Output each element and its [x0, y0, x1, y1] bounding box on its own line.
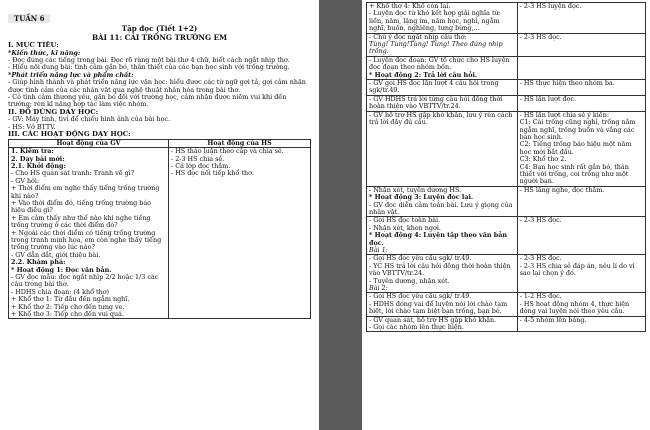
- cell-line: - 2-3 HS đọc.: [519, 254, 562, 263]
- student-cell: [517, 95, 645, 111]
- cell-line: C2: Tiếng trống báo hiệu một năm học mới bắt đầu.: [519, 140, 632, 156]
- teacher-cell: [367, 56, 518, 79]
- table-row: [367, 255, 646, 293]
- cell-line: 2. Dạy bài mới:: [11, 154, 65, 163]
- cell-line: - GV đọc mẫu: đọc ngắt nhịp 2/2 hoặc 1/3 các câu trong bài thơ.: [11, 273, 159, 289]
- student-cell: [517, 80, 645, 96]
- cell-line: + Vào thời điểm đó, tiếng trống trường báo hiệu điều gì?: [11, 198, 151, 215]
- ability-item: - Giúp hình thành và phát triển năng lực văn học: hiểu được các từ ngữ gợi tả, gợi cảm nhận được tình cảm của các nhân vật qua nghệ thuật nhân hóa trong bài thơ.: [8, 78, 306, 94]
- cell-line: - 2-3 HS đọc.: [519, 32, 562, 41]
- ability-item: - Có tình cảm thương yêu, gắn bó đối với trường học, cảm nhận được niềm vui khi đến trường; rèn kĩ năng hợp tác làm việc nhóm.: [8, 93, 287, 109]
- cell-line: - HDHS chia đoạn: (4 khổ thơ): [11, 287, 110, 296]
- activity-table-left: [8, 139, 311, 320]
- student-cell: [517, 111, 645, 186]
- cell-line: C1: Cái trống cũng nghỉ, trống nằm ngẫm nghĩ, trống buồn và vắng các bạn học sinh.: [519, 118, 636, 141]
- table-row: [367, 80, 646, 96]
- student-activities: [169, 148, 311, 319]
- cell-line: - GV hỏi:: [11, 176, 40, 185]
- left-page: [0, 0, 319, 430]
- cell-line: Bài 1:: [369, 246, 388, 254]
- student-cell: [517, 56, 645, 79]
- cell-line: - HS lần lượt đọc.: [519, 94, 577, 103]
- cell-line: - HS thảo luận theo cặp và chia sẻ.: [171, 147, 284, 156]
- cell-line: C4: Bạn học sinh rất gắn bó, thân thiết với trống, coi trống như một người bạn.: [519, 162, 629, 186]
- cell-line: * Hoạt động 1: Đọc văn bản.: [11, 265, 112, 274]
- activity-table-right: [366, 2, 646, 332]
- cell-line: - GV dẫn dắt, giới thiệu bài.: [11, 250, 101, 259]
- cell-line: C3: Khổ thơ 2.: [519, 155, 567, 164]
- cell-line: + Em cảm thấy như thế nào khi nghe tiếng trống trường ở các thời điểm đó?: [11, 213, 151, 230]
- cell-line: - Luyện đọc đoạn: GV tổ chức cho HS luyện đọc đoạn theo nhóm bốn.: [369, 55, 510, 72]
- teacher-cell: [367, 316, 518, 332]
- teacher-cell: [367, 217, 518, 255]
- student-cell: [517, 217, 645, 255]
- week-label: TUẦN 6: [8, 14, 50, 23]
- table-row: [367, 3, 646, 34]
- cell-line: - Gọi HS đọc yêu cầu sgk/ tr.49.: [369, 254, 472, 263]
- cell-line: - 2-3 HS chia sẻ.: [171, 154, 225, 163]
- cell-line: * Hoạt động 3: Luyện đọc lại.: [369, 193, 474, 202]
- table-row: [367, 33, 646, 56]
- cell-line: + Khổ thơ 4: Khổ còn lại.: [369, 2, 451, 10]
- cell-line: - HS lắng nghe, đọc thầm.: [519, 185, 605, 194]
- cell-line: 1. Kiểm tra:: [11, 147, 54, 156]
- cell-line: - GV quan sát, hỗ trợ HS gặp khó khăn.: [369, 315, 497, 324]
- table-row: [367, 186, 646, 217]
- material-item: - HS: Vở BTTV.: [8, 122, 56, 131]
- cell-line: + Khổ thơ 1: Từ đầu đến ngẫm nghĩ.: [11, 295, 130, 304]
- teacher-cell: [367, 80, 518, 96]
- teacher-activities: [9, 148, 169, 319]
- teacher-cell: [367, 293, 518, 316]
- cell-line: - 2-3 HS luyện đọc.: [519, 2, 582, 10]
- cell-line: * Hoạt động 2: Trả lời câu hỏi.: [369, 70, 478, 79]
- cell-line: - GV HDHS trả lời từng câu hỏi đồng thời hoàn thiện vào VBTTV/tr.24.: [369, 94, 503, 111]
- cell-line: Bài 2:: [369, 284, 388, 293]
- cell-line: - Nhận xét, tuyên dương HS.: [369, 185, 462, 194]
- column-header-student: Hoạt động của HS: [169, 139, 311, 147]
- student-cell: [517, 33, 645, 56]
- lesson-title: BÀI 11: CÁI TRỐNG TRƯỜNG EM: [91, 32, 228, 42]
- cell-line: - 2-3 HS đọc.: [519, 216, 562, 225]
- cell-line: - HDHS đóng vai để luyện nói lời chào tạm biệt, lời chào tạm biệt bạn trống, bạn bè.: [369, 299, 508, 316]
- right-page: [362, 0, 650, 430]
- student-cell: [517, 186, 645, 217]
- column-header-teacher: Hoạt động của GV: [9, 139, 169, 147]
- knowledge-item: - Hiểu nội dung bài: tình cảm gắn bó, thân thiết của các bạn học sinh với trống trường.: [8, 63, 290, 72]
- table-row: [367, 316, 646, 332]
- table-row: [367, 293, 646, 316]
- section-materials: II. ĐỒ DÙNG DẠY HỌC:: [8, 107, 99, 116]
- cell-line: Tùng! Tùng!Tùng! Tùng! Theo đúng nhịp trống.: [369, 40, 503, 56]
- lesson-subject: Tập đọc (Tiết 1+2): [121, 24, 198, 33]
- cell-line: 2.2. Khám phá:: [11, 258, 66, 267]
- table-row: [367, 56, 646, 79]
- cell-line: - Gọi HS đọc toàn bài.: [369, 216, 441, 225]
- teacher-cell: [367, 33, 518, 56]
- cell-line: - Gọi HS đọc yêu cầu sgk/ tr.49.: [369, 292, 472, 301]
- cell-line: - Cho HS quan sát tranh: Tranh vẽ gì?: [11, 169, 135, 178]
- cell-line: - GV hỗ trợ HS gặp khó khăn, lưu ý rèn cách trả lời đầy đủ câu.: [369, 110, 513, 127]
- teacher-cell: [367, 95, 518, 111]
- section-objectives: I. MỤC TIÊU:: [8, 41, 59, 49]
- cell-line: 2.1. Khởi động:: [11, 161, 66, 170]
- table-row: [367, 111, 646, 186]
- cell-line: - GV gọi HS đọc lần lượt 4 câu hỏi trong sgk/tr.49.: [369, 79, 499, 95]
- cell-line: + Khổ thơ 2: Tiếp cho đến tưng ve.: [11, 302, 125, 311]
- cell-line: - HS đọc nối tiếp khổ thơ.: [171, 169, 255, 178]
- teacher-cell: [367, 111, 518, 186]
- student-cell: [517, 316, 645, 332]
- cell-line: - Cả lớp đọc thầm.: [171, 161, 231, 170]
- cell-line: - Nhận xét, khen ngợi.: [369, 223, 441, 232]
- cell-line: + Khổ thơ 3: Tiếp cho đến vui quá.: [11, 310, 124, 319]
- cell-line: - 1-2 HS đọc.: [519, 292, 562, 301]
- knowledge-heading: *Kiến thức, kĩ năng:: [8, 48, 81, 57]
- cell-line: + Ngoài các thời điểm có tiếng trống trường trong tranh minh họa, em còn nghe thấy tiếng trống trường vào lúc nào?: [11, 228, 162, 252]
- cell-line: - Gọi các nhóm lên thực hiện.: [369, 323, 464, 332]
- student-cell: [517, 293, 645, 316]
- cell-line: - HS hoạt động nhóm 4, thực hiện đóng vai luyện nói theo yêu cầu.: [519, 299, 630, 316]
- cell-line: - 4-5 nhóm lên bảng.: [519, 315, 587, 324]
- cell-line: - 2-3 HS chia sẻ đáp án, nêu lí do vì sao lại chọn ý đó.: [519, 261, 635, 278]
- cell-line: * Hoạt động 4: Luyện tập theo văn bản đọc.: [369, 231, 507, 247]
- teacher-cell: [367, 255, 518, 293]
- teacher-cell: [367, 186, 518, 217]
- ability-heading: *Phát triển năng lực và phẩm chất:: [8, 70, 134, 79]
- material-item: - GV: Máy tính, tivi để chiếu hình ảnh của bài học.: [8, 115, 171, 124]
- cell-line: - HS lần lượt chia sẻ ý kiến:: [519, 110, 609, 119]
- cell-line: - Chú ý đọc ngắt nhịp câu thơ:: [369, 32, 467, 41]
- knowledge-item: - Đọc đúng các tiếng trong bài. Đọc rõ ràng một bài thơ 4 chữ, biết cách ngắt nhịp thơ.: [8, 56, 290, 64]
- table-row: [367, 95, 646, 111]
- student-cell: [517, 255, 645, 293]
- section-activities: III. CÁC HOẠT ĐỘNG DẠY HỌC:: [8, 130, 131, 139]
- cell-line: - Tuyên dương, nhận xét.: [369, 276, 450, 285]
- cell-line: - Luyện đọc từ khó kết hợp giải nghĩa từ: liền, năm, lặng im, năm học, nghỉ, ngẫm nghĩ, buồn, nghiêng, tưng bừng,…: [369, 9, 501, 33]
- cell-line: - YC HS trả lời câu hỏi đồng thời hoàn thiện vào VBTTV/tr.24.: [369, 261, 511, 278]
- page-gap: [319, 0, 362, 430]
- cell-line: - GV đọc diễn cảm toàn bài. Lưu ý giọng của nhân vật.: [369, 200, 513, 216]
- cell-line: - HS thực hiện theo nhóm ba.: [519, 79, 615, 88]
- teacher-cell: [367, 3, 518, 34]
- student-cell: [517, 3, 645, 34]
- cell-line: + Thời điểm em nghe thấy tiếng trống trường khi nào?: [11, 184, 160, 200]
- table-row: [367, 217, 646, 255]
